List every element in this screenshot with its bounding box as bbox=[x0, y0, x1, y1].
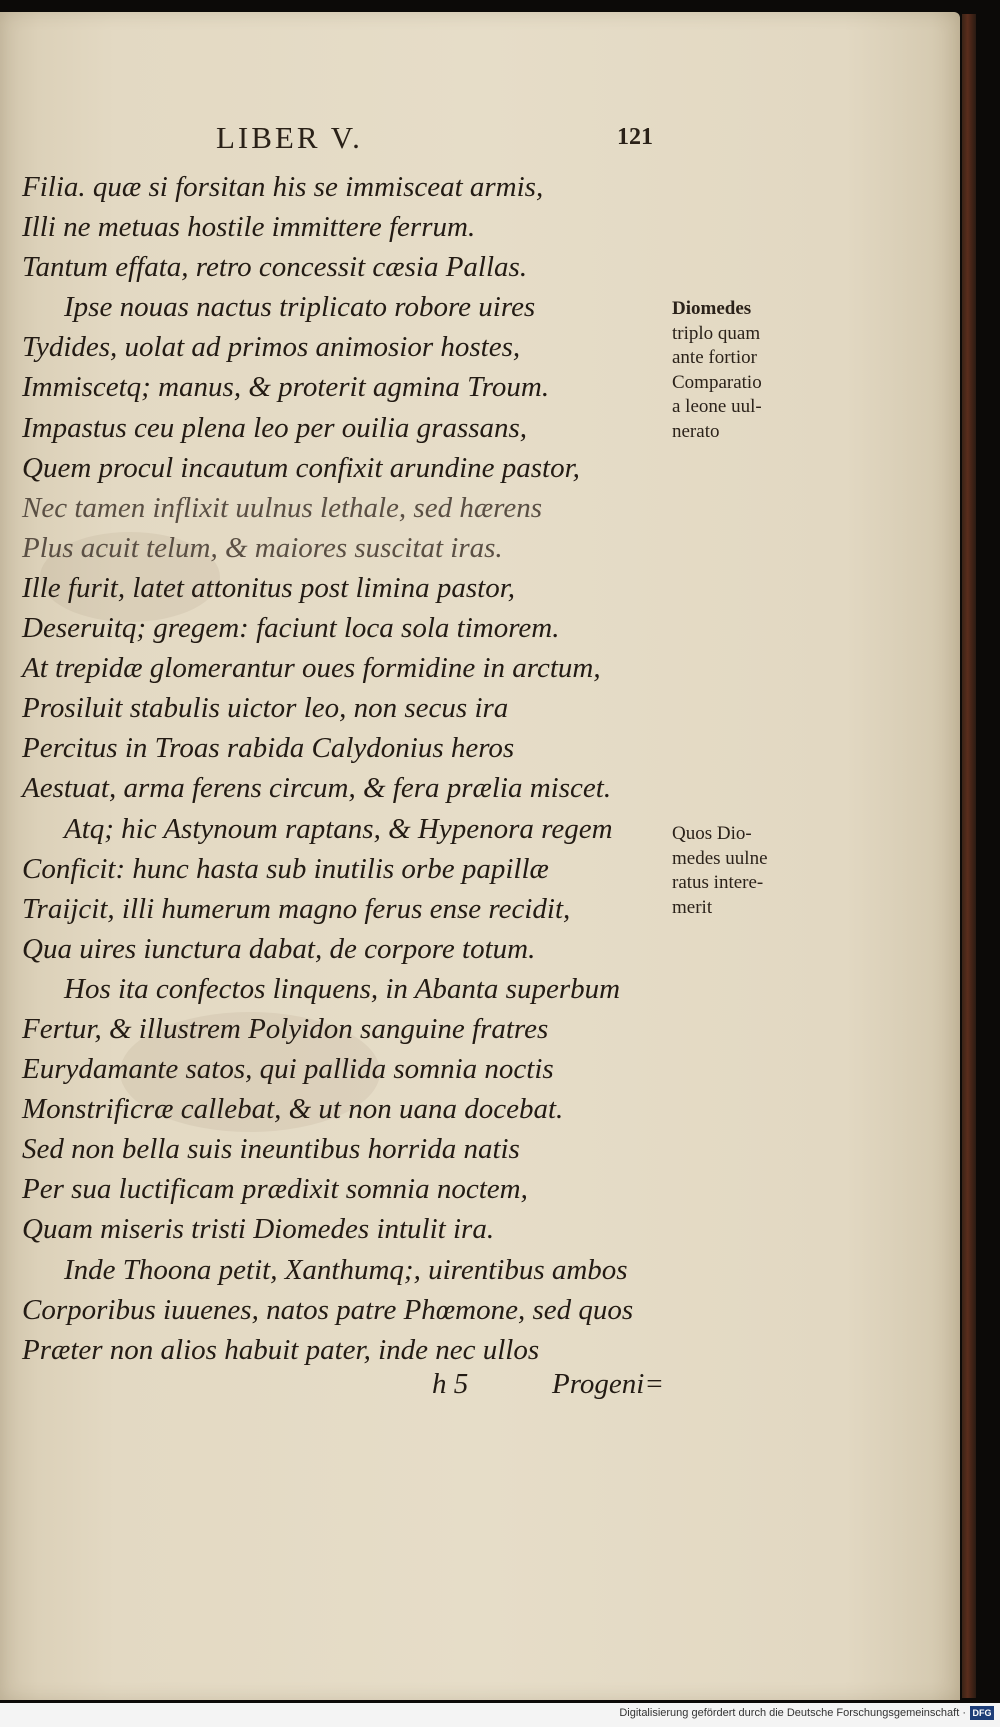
marginal-note-line: a leone uul- bbox=[672, 396, 762, 417]
verse-line: Quem procul incautum confixit arundine pastor, bbox=[22, 451, 580, 484]
marginal-note-quos-diomedes bbox=[672, 822, 832, 920]
marginal-note-line: Comparatio bbox=[672, 371, 762, 393]
verse-line: Conficit: hunc hasta sub inutilis orbe papillæ bbox=[22, 852, 549, 885]
verse-line: Immiscetq; manus, & proterit agmina Troum. bbox=[22, 371, 550, 404]
running-head: LIBER V. bbox=[216, 120, 363, 155]
book-page bbox=[0, 12, 960, 1700]
marginal-note-line: medes uulne bbox=[672, 847, 768, 869]
catchline bbox=[22, 1368, 662, 1408]
verse-line: Impastus ceu plena leo per ouilia grassans, bbox=[22, 411, 528, 444]
verse-line: Quam miseris tristi Diomedes intulit ira. bbox=[22, 1213, 495, 1246]
verse-line: Ille furit, latet attonitus post limina pastor, bbox=[22, 571, 516, 604]
verse-line: Prosiluit stabulis uictor leo, non secus ira bbox=[22, 692, 509, 725]
marginal-note-line: Quos Dio- bbox=[672, 823, 752, 844]
marginal-note-line: merit bbox=[672, 896, 713, 918]
page-number: 121 bbox=[617, 124, 653, 150]
verse-line: Hos ita confectos linquens, in Abanta superbum bbox=[64, 972, 621, 1005]
verse-line: Fertur, & illustrem Polyidon sanguine fratres bbox=[22, 1012, 549, 1045]
verse-line: Percitus in Troas rabida Calydonius heros bbox=[22, 732, 515, 765]
verse-line: Sed non bella suis ineuntibus horrida natis bbox=[22, 1133, 520, 1166]
verse-line: Corporibus iuuenes, natos patre Phœmone, sed quos bbox=[22, 1293, 634, 1326]
verse-line: Atq; hic Astynoum raptans, & Hypenora regem bbox=[64, 812, 613, 845]
verse-line: Traijcit, illi humerum magno ferus ense recidit, bbox=[22, 892, 571, 925]
verse-line: Tydides, uolat ad primos animosior hostes, bbox=[22, 331, 521, 364]
dfg-logo-icon: DFG bbox=[970, 1706, 994, 1720]
catchword: Progeni= bbox=[552, 1368, 664, 1400]
marginal-note-line: nerato bbox=[672, 420, 720, 442]
marginal-note-line: triplo quam bbox=[672, 322, 761, 344]
verse-line: Illi ne metuas hostile immittere ferrum. bbox=[22, 211, 476, 244]
verse-line: Qua uires iunctura dabat, de corpore totum. bbox=[22, 932, 536, 965]
verse-line: Filia. quæ si forsitan his se immisceat armis, bbox=[22, 171, 544, 203]
verse-line: At trepidæ glomerantur oues formidine in arctum, bbox=[22, 652, 601, 685]
verse-line: Monstrificræ callebat, & ut non uana docebat. bbox=[22, 1093, 564, 1126]
verse-line: Eurydamante satos, qui pallida somnia noctis bbox=[22, 1053, 554, 1086]
marginal-note-line: Diomedes bbox=[672, 298, 752, 319]
marginal-note-line: ante fortior bbox=[672, 347, 757, 368]
marginal-note-line: ratus intere- bbox=[672, 872, 764, 893]
verse-line: Ipse nouas nactus triplicato robore uires bbox=[64, 291, 536, 324]
signature-mark: h 5 bbox=[432, 1368, 469, 1400]
verse-text-block bbox=[22, 167, 662, 1370]
marginal-note-diomedes bbox=[672, 297, 832, 444]
verse-line: Inde Thoona petit, Xanthumq;, uirentibus ambos bbox=[64, 1253, 628, 1286]
book-binding-edge bbox=[962, 14, 976, 1698]
verse-line: Deseruitq; gregem: faciunt loca sola timorem. bbox=[22, 612, 560, 645]
verse-line: Aestuat, arma ferens circum, & fera prælia miscet. bbox=[22, 772, 612, 805]
verse-line: Nec tamen inflixit uulnus lethale, sed hærens bbox=[22, 491, 543, 524]
verse-line: Plus acuit telum, & maiores suscitat iras. bbox=[22, 531, 503, 564]
verse-line: Tantum effata, retro concessit cæsia Pallas. bbox=[22, 251, 528, 284]
digitization-credit-text: Digitalisierung gefördert durch die Deutsche Forschungsgemeinschaft · bbox=[619, 1707, 966, 1719]
verse-line: Præter non alios habuit pater, inde nec ullos bbox=[22, 1333, 540, 1366]
verse-line: Per sua luctificam prædixit somnia noctem, bbox=[22, 1173, 528, 1206]
